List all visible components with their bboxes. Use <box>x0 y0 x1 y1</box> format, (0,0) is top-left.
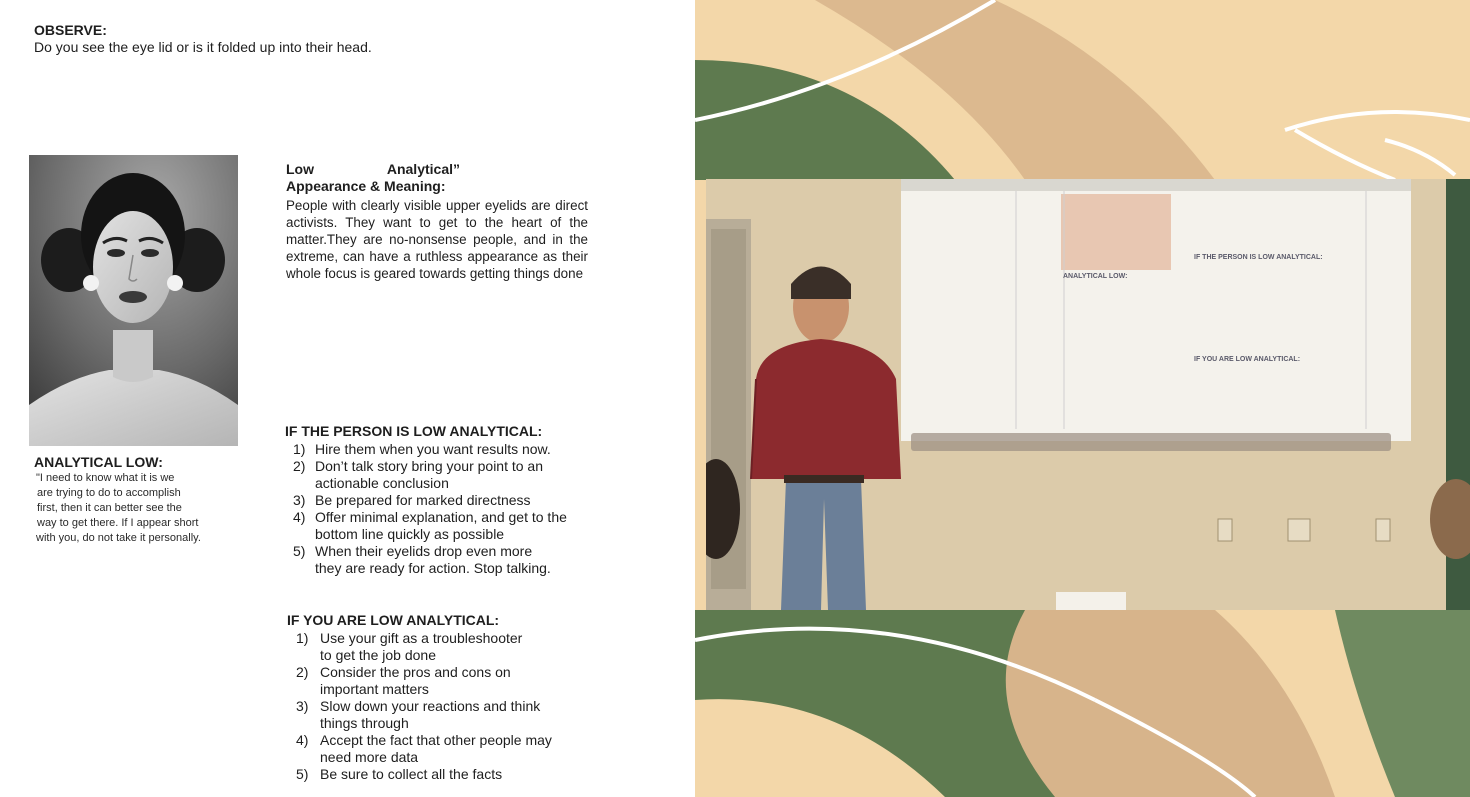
classroom-scene <box>706 179 1470 610</box>
person-section-title: IF THE PERSON IS LOW ANALYTICAL: <box>285 423 543 439</box>
document-page <box>0 0 695 797</box>
projected-person-title: IF THE PERSON IS LOW ANALYTICAL: <box>1194 254 1323 261</box>
list-item-continued: need more data <box>320 749 419 765</box>
projected-you-title: IF YOU ARE LOW ANALYTICAL: <box>1194 356 1301 363</box>
list-item: 1) Hire them when you want results now. <box>293 441 551 457</box>
portrait-photo <box>29 155 238 446</box>
caption-title: ANALYTICAL LOW: <box>34 454 163 470</box>
caption-line: are trying to do to accomplish <box>37 487 181 499</box>
you-section-title: IF YOU ARE LOW ANALYTICAL: <box>287 612 500 628</box>
low-analytical-heading <box>286 161 486 195</box>
list-item-continued: things through <box>320 715 409 731</box>
observe-title: OBSERVE: <box>34 22 107 38</box>
list-item-continued: important matters <box>320 681 429 697</box>
caption-text <box>36 471 201 546</box>
list-item-continued: actionable conclusion <box>315 475 449 491</box>
list-item: 1) Use your gift as a troubleshooter <box>296 630 523 646</box>
projected-caption-title: ANALYTICAL LOW: <box>1063 273 1128 280</box>
list-item: 5) When their eyelids drop even more <box>293 543 533 559</box>
list-item: 3) Be prepared for marked directness <box>293 492 531 508</box>
list-item: 2) Consider the pros and cons on <box>296 664 511 680</box>
heading-word-analytical: Analytical” <box>386 161 460 177</box>
list-item: 4) Accept the fact that other people may <box>296 732 552 748</box>
list-item-continued: they are ready for action. Stop talking. <box>315 560 551 576</box>
person-section-list <box>293 441 567 577</box>
portrait-illustration <box>29 155 238 446</box>
caption-line: way to get there. If I appear short <box>37 517 199 529</box>
you-section-list <box>296 630 552 783</box>
list-item: 2) Don’t talk story bring your point to an <box>293 458 544 474</box>
list-item: 4) Offer minimal explanation, and get to the <box>293 509 567 525</box>
heading-subtitle: Appearance & Meaning: <box>286 178 446 194</box>
low-analytical-description: People with clearly visible upper eyelids are direct activists. They want to get to the heart of the matter.They are no-nonsense people, and in the extreme, can have a ruthless appearance as their whole focus is geared towards getting things done <box>286 198 588 281</box>
caption-line: with you, do not take it personally. <box>36 532 201 544</box>
list-item: 3) Slow down your reactions and think <box>296 698 541 714</box>
list-item-continued: bottom line quickly as possible <box>315 526 505 542</box>
caption-line: first, then it can better see the <box>37 502 182 514</box>
list-item: 5) Be sure to collect all the facts <box>296 766 503 782</box>
presenter-video[interactable] <box>706 179 1470 610</box>
list-item-continued: to get the job done <box>320 647 436 663</box>
observe-text: Do you see the eye lid or is it folded up into their head. <box>34 39 372 55</box>
heading-word-low: Low <box>286 161 314 177</box>
caption-line: "I need to know what it is we <box>36 472 175 484</box>
